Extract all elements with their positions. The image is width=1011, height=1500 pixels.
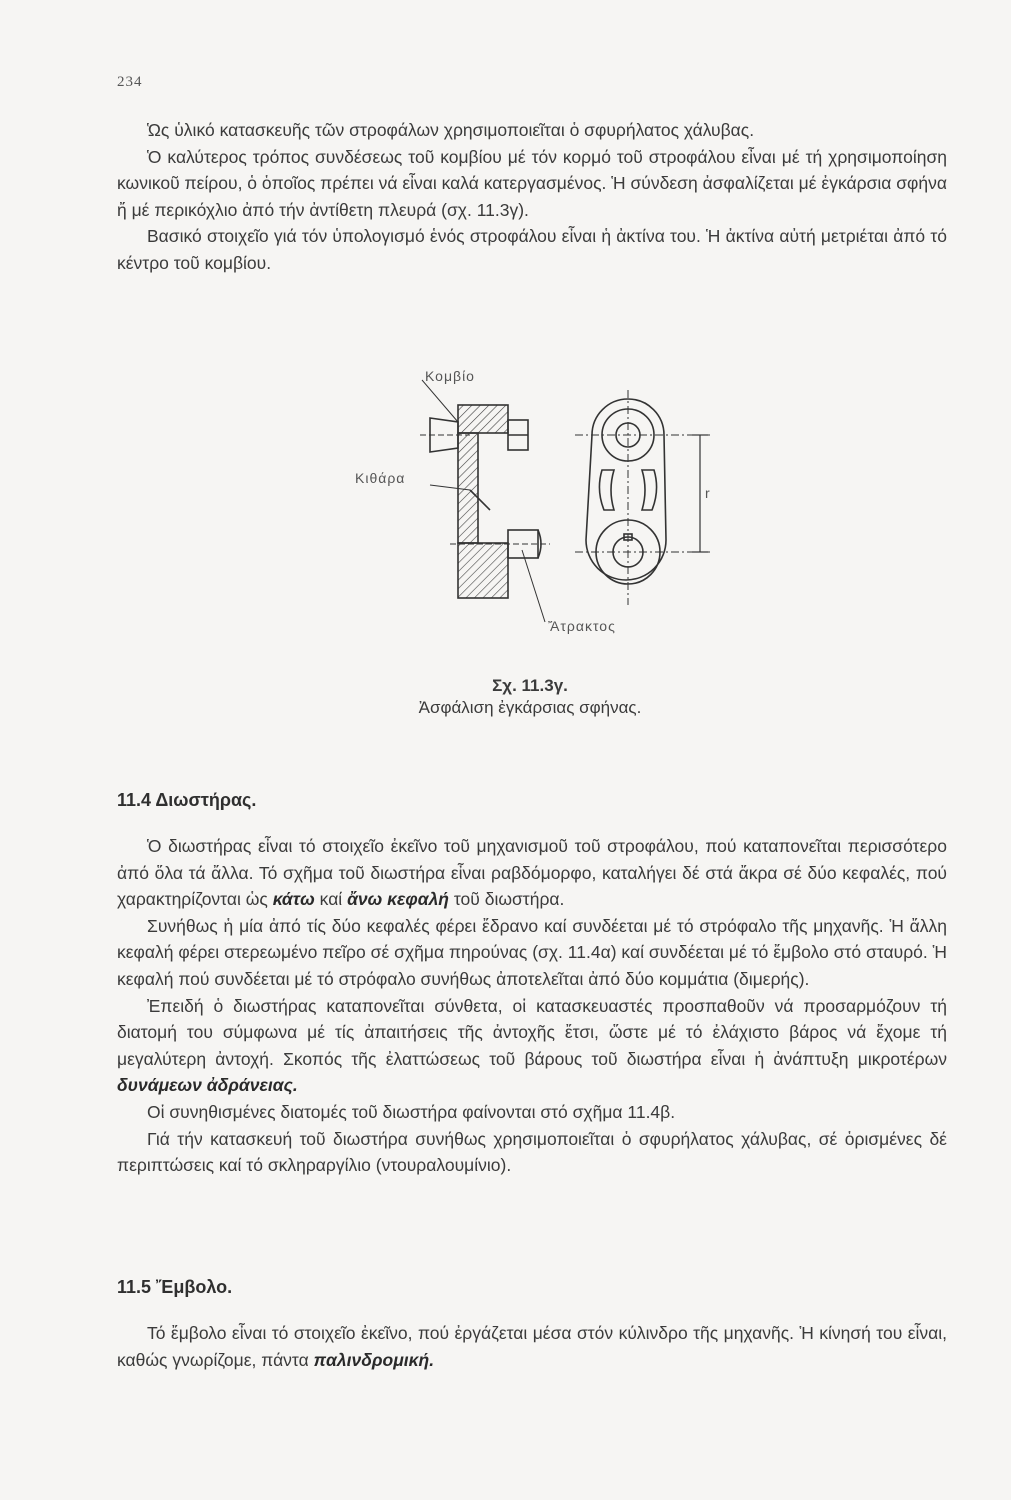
caption-text: Ἀσφάλιση ἐγκάρσιας σφήνας. [418, 698, 642, 717]
section-11-4-text [117, 833, 947, 1179]
intro-paragraph-2: Ὁ καλύτερος τρόπος συνδέσεως τοῦ κομβίου μέ τόν κορμό τοῦ στροφάλου εἶναι μέ τή χρησιμοποίηση κωνικοῦ πείρου, ὁ ὁποῖος πρέπει νά εἶναι καλά κατεργασμένος. Ἡ σύνδεση ἀσφαλίζεται μέ ἐγκάρσια σφήνα ἤ μέ περικόχλιο ἀπό τήν ἀντίθετη πλευρά (σχ. 11.3γ). [117, 146, 947, 220]
p1-text-c: καί [319, 889, 343, 910]
crank-drawing [330, 360, 730, 660]
term-ano-kefali: ἄνω κεφαλή [347, 889, 449, 910]
p3-text-a: Ἐπειδή ὁ διωστήρας καταπονεῖται σύνθετα, οἱ κατασκευαστές προσπαθοῦν νά προσαρμόζουν τή διατομή του σύμφωνα μέ τίς ἀπαιτήσεις τῆς ἀντοχῆς ἔτσι, ὥστε μέ τό ἐλάχιστο βάρος νά ἔχομε τή μεγαλύτερη ἀντοχή. Σκοπός τῆς ἐλαττώσεως τοῦ βάρους τοῦ διωστήρα εἶναι ἡ ἀνάπτυξη μικροτέρων [117, 995, 947, 1069]
p-text-a: Τό ἔμβολο εἶναι τό στοιχεῖο ἐκεῖνο, πού ἐργάζεται μέσα στόν κύλινδρο τῆς μηχανῆς. Ἡ κίνησή του εἶναι, καθώς γνωρίζομε, πάντα [117, 1323, 947, 1370]
crank-front-view [575, 390, 710, 605]
term-dynameis-adraneias: δυνάμεων ἀδράνειας. [117, 1075, 298, 1096]
page-number: 234 [117, 74, 143, 90]
label-radius: r [705, 485, 711, 501]
label-kithara: Κιθάρα [355, 470, 406, 486]
term-palindromiki: παλινδρομική. [313, 1349, 435, 1370]
label-atraktos: Ἄτρακτος [548, 618, 616, 634]
term-kato: κάτω [272, 889, 315, 910]
intro-text [117, 117, 947, 277]
caption-number: Σχ. 11.3γ. [492, 676, 568, 695]
section-11-5-text [117, 1320, 947, 1373]
figure-caption [330, 675, 730, 719]
section-11-4-paragraph-2: Συνήθως ἡ μία ἀπό τίς δύο κεφαλές φέρει ἔδρανο καί συνδέεται μέ τό στρόφαλο τῆς μηχανῆς. Ἡ ἄλλη κεφαλή φέρει στερεωμένο πεῖρο σέ σχῆμα πηρούνας (σχ. 11.4α) καί συνδέεται μέ τό ἔμβολο στό σταυρό. Ἡ κεφαλή πού συνδέεται μέ τό στρόφαλο συνήθως ἀποτελεῖται ἀπό δύο κομμάτια (διμερής). [117, 915, 947, 989]
p1-text-d: τοῦ διωστήρα. [453, 889, 565, 910]
section-heading-11-5: 11.5 Ἔμβολο. [117, 1277, 233, 1297]
section-11-4-paragraph-1 [117, 833, 947, 913]
crank-section-view [420, 380, 550, 622]
section-11-4-paragraph-4: Οἱ συνηθισμένες διατομές τοῦ διωστήρα φαίνονται στό σχῆμα 11.4β. [147, 1101, 676, 1122]
crank-figure [330, 360, 730, 660]
section-11-5-paragraph-1 [117, 1320, 947, 1373]
intro-paragraph-1: Ὡς ὑλικό κατασκευῆς τῶν στροφάλων χρησιμοποιεῖται ὁ σφυρήλατος χάλυβας. [147, 120, 755, 140]
label-kombio: Κομβίο [425, 368, 475, 384]
intro-paragraph-3: Βασικό στοιχεῖο γιά τόν ὑπολογισμό ἑνός στροφάλου εἶναι ἡ ἀκτίνα του. Ἡ ἀκτίνα αὐτή μετριέται ἀπό τό κέντρο τοῦ κομβίου. [117, 226, 947, 273]
section-heading-11-4: 11.4 Διωστήρας. [117, 790, 257, 810]
p1-text-a: Ὁ διωστήρας εἶναι τό στοιχεῖο ἐκεῖνο τοῦ μηχανισμοῦ τοῦ στροφάλου, πού καταπονεῖται περισσότερο ἀπό ὅλα τά ἄλλα. Τό σχῆμα τοῦ διωστήρα εἶναι ραβδόμορφο, καταλήγει δέ στά ἄκρα σέ δύο κεφαλές, πού χαρακτηρίζονται ὡς [117, 836, 947, 910]
section-11-4-paragraph-3 [117, 993, 947, 1099]
section-11-4-paragraph-5: Γιά τήν κατασκευή τοῦ διωστήρα συνήθως χρησιμοποιεῖται ὁ σφυρήλατος χάλυβας, σέ ὁρισμένες δέ περιπτώσεις καί τό σκληραργίλιο (ντουραλουμίνιο). [117, 1128, 947, 1176]
